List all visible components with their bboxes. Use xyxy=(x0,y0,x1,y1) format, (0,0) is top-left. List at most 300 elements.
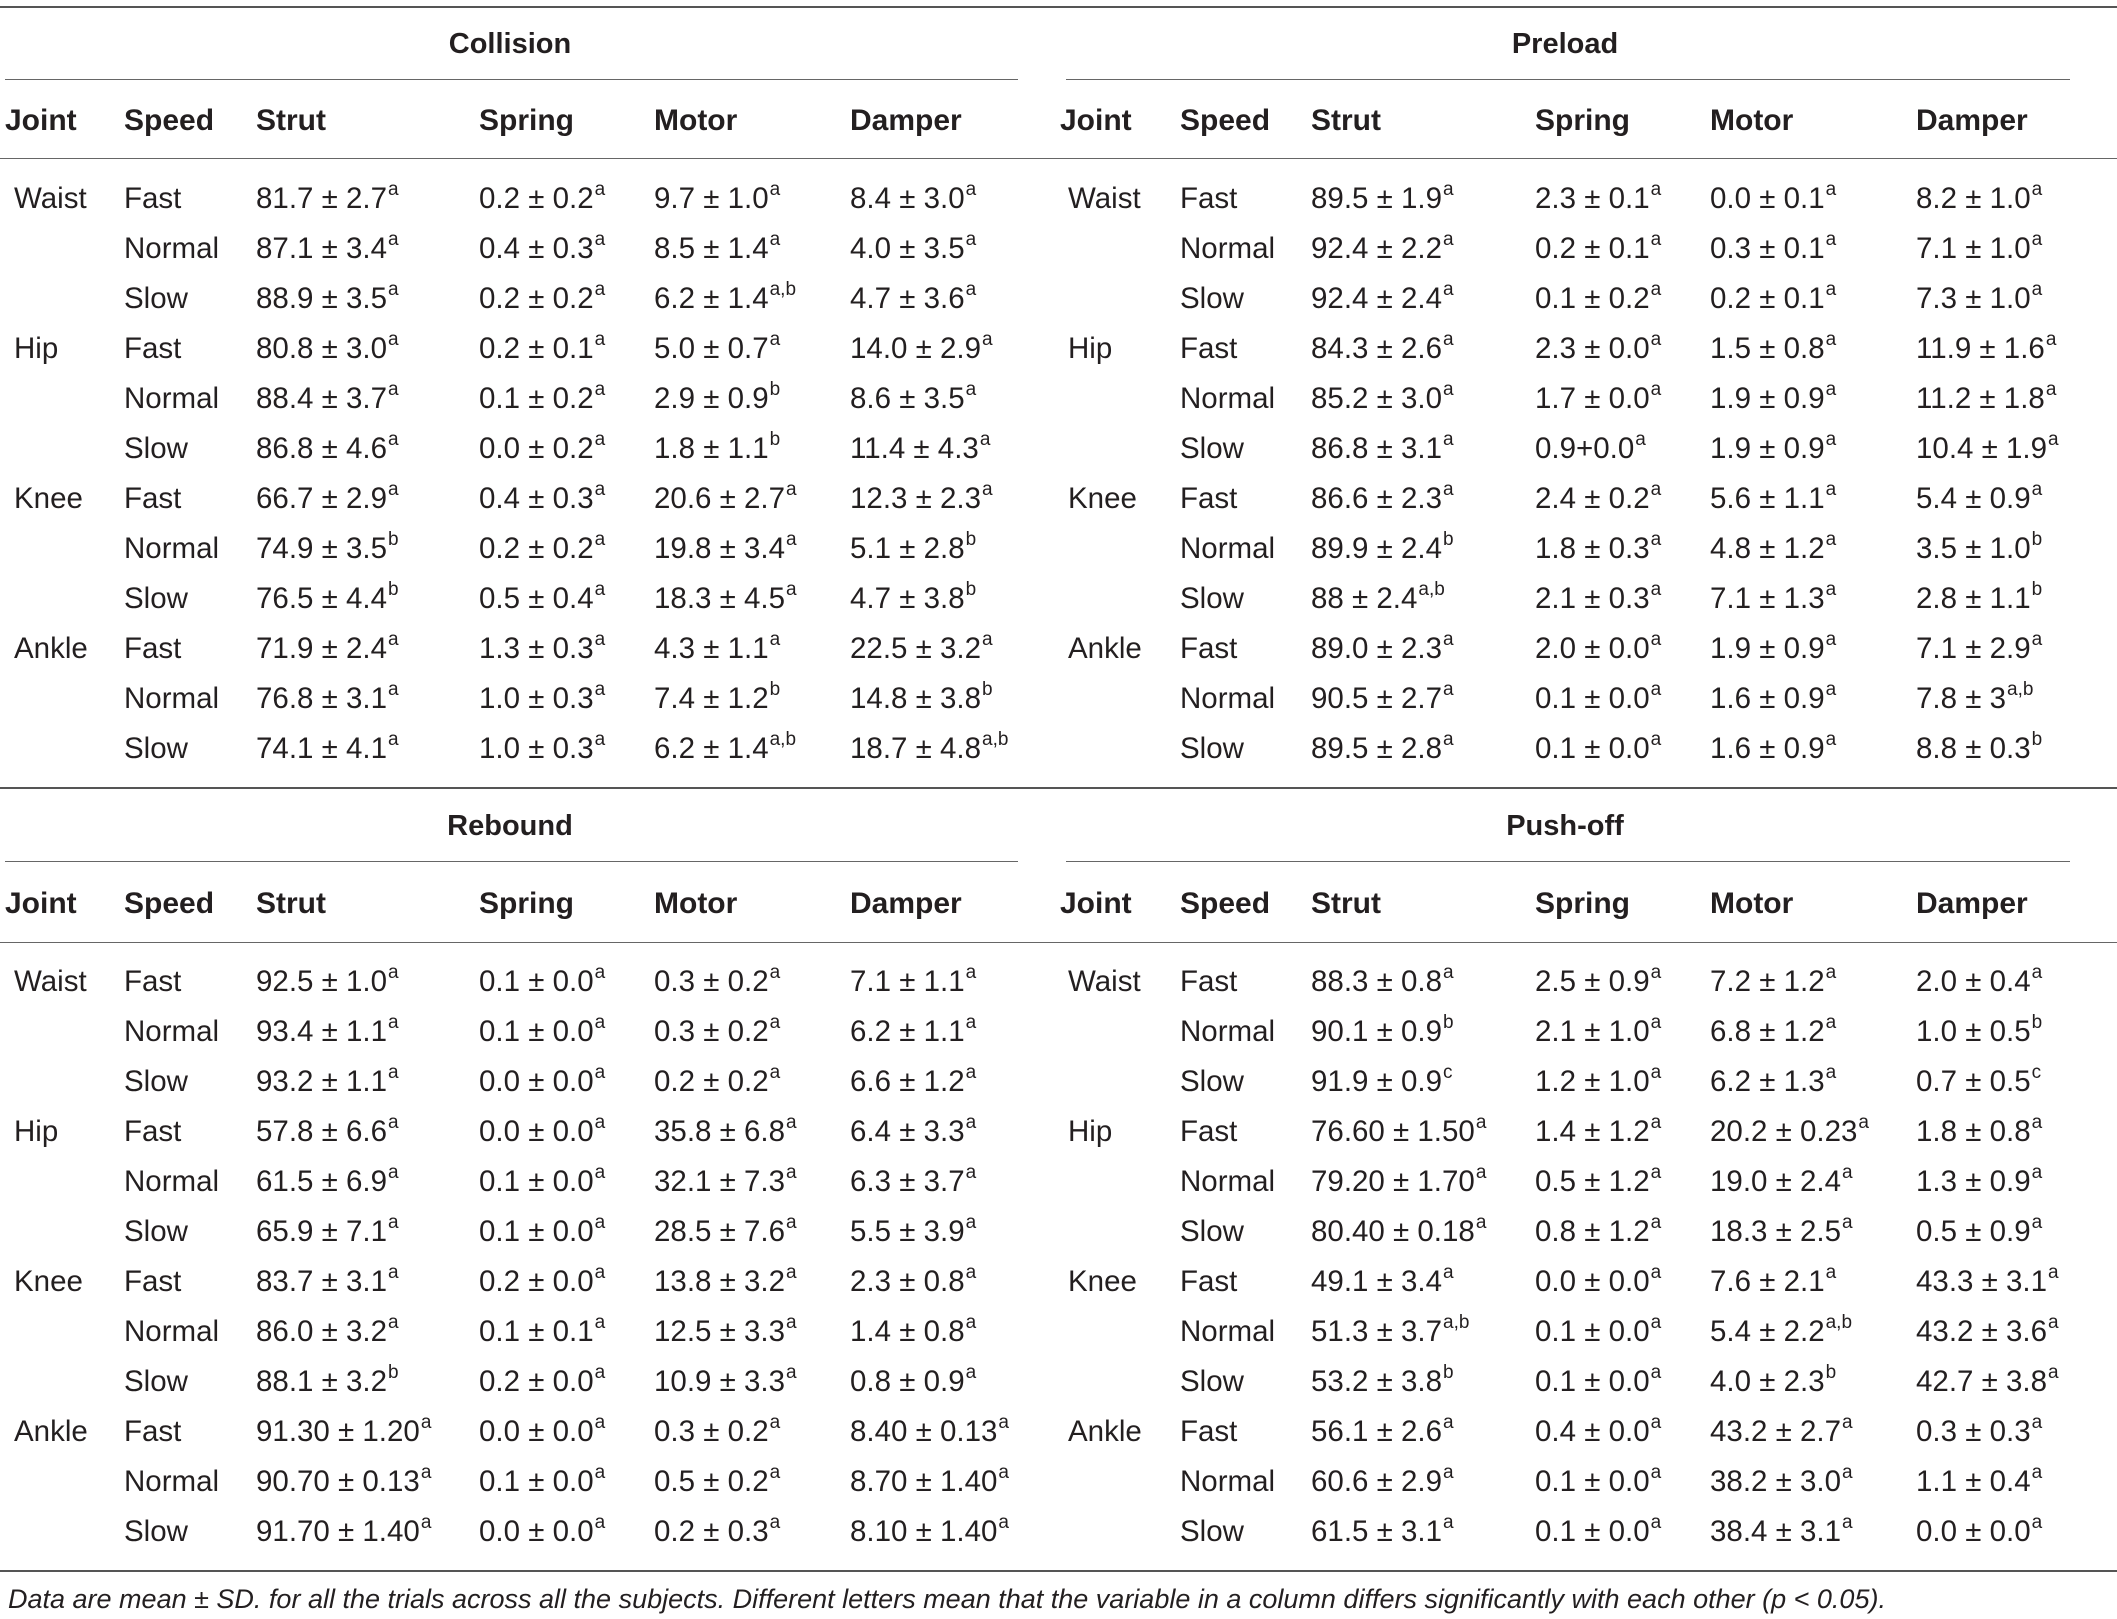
cell-value: 6.3 ± 3.7 xyxy=(850,1165,965,1198)
cell-value: 0.0 ± 0.0 xyxy=(1535,1265,1650,1298)
significance-letter: a xyxy=(594,629,606,651)
cell-value: 18.3 ± 2.5 xyxy=(1710,1215,1842,1248)
collision-cell-strut xyxy=(256,679,399,715)
significance-letter: a xyxy=(388,229,399,251)
cell-value: 0.3 ± 0.2 xyxy=(654,1015,769,1048)
significance-letter: a xyxy=(1650,962,1662,984)
collision-cell-motor xyxy=(654,479,797,515)
collision-cell-speed: Slow xyxy=(124,582,188,615)
cell-value: 1.9 ± 0.9 xyxy=(1710,632,1825,665)
significance-letter: a xyxy=(1825,962,1837,984)
push-off-cell-motor xyxy=(1710,1312,1853,1348)
rebound-cell-motor xyxy=(654,1262,797,1298)
significance-letter: b xyxy=(769,379,781,401)
preload-cell-motor xyxy=(1710,529,1837,565)
significance-letter: b xyxy=(965,579,977,601)
cell-value: 5.4 ± 0.9 xyxy=(1916,482,2031,515)
cell-value: 0.2 ± 0.1 xyxy=(479,332,594,365)
significance-letter: a xyxy=(1650,679,1662,701)
significance-letter: a xyxy=(1650,1162,1662,1184)
collision-cell-strut xyxy=(256,379,399,415)
preload-cell-damper xyxy=(1916,229,2043,265)
push-off-cell-spring xyxy=(1535,1112,1662,1148)
significance-letter: a xyxy=(388,179,399,201)
significance-letter: b xyxy=(2031,1012,2043,1034)
cell-value: 7.1 ± 1.3 xyxy=(1710,582,1825,615)
cell-value: 0.1 ± 0.2 xyxy=(479,382,594,415)
significance-letter: a xyxy=(1825,1012,1837,1034)
cell-value: 19.0 ± 2.4 xyxy=(1710,1165,1842,1198)
preload-cell-strut xyxy=(1311,229,1454,265)
significance-letter: a xyxy=(2031,629,2043,651)
cell-value: 92.4 ± 2.4 xyxy=(1311,282,1443,315)
rebound-cell-spring xyxy=(479,1062,606,1098)
preload-cell-damper xyxy=(1916,279,2043,315)
significance-letter: a xyxy=(965,1262,977,1284)
significance-letter: a xyxy=(594,679,606,701)
collision-cell-damper xyxy=(850,379,977,415)
preload-cell-speed: Fast xyxy=(1180,332,1238,365)
cell-value: 8.4 ± 3.0 xyxy=(850,182,965,215)
significance-letter: a xyxy=(420,1512,432,1534)
rebound-cell-speed: Normal xyxy=(124,1165,220,1198)
collision-cell-joint: Knee xyxy=(14,482,83,515)
push-off-header-speed: Speed xyxy=(1180,887,1271,920)
cell-value: 76.60 ± 1.50 xyxy=(1311,1115,1475,1148)
cell-value: 43.3 ± 3.1 xyxy=(1916,1265,2048,1298)
collision-cell-motor xyxy=(654,729,797,765)
cell-value: 4.7 ± 3.8 xyxy=(850,582,965,615)
cell-value: 74.1 ± 4.1 xyxy=(256,732,388,765)
significance-letter: a xyxy=(1650,1362,1662,1384)
push-off-header-joint: Joint xyxy=(1060,887,1132,920)
collision-cell-strut xyxy=(256,629,399,665)
significance-letter: a xyxy=(965,1062,977,1084)
cell-value: 66.7 ± 2.9 xyxy=(256,482,388,515)
push-off-cell-spring xyxy=(1535,1412,1662,1448)
collision-cell-strut xyxy=(256,529,399,565)
significance-letter: a xyxy=(388,1012,399,1034)
cell-value: 5.5 ± 3.9 xyxy=(850,1215,965,1248)
preload-cell-damper xyxy=(1916,729,2043,765)
push-off-cell-damper xyxy=(1916,1462,2043,1498)
cell-value: 86.8 ± 4.6 xyxy=(256,432,388,465)
significance-letter: a xyxy=(2031,1212,2043,1234)
cell-value: 0.2 ± 0.1 xyxy=(1535,232,1650,265)
significance-letter: b xyxy=(1443,1012,1454,1034)
significance-letter: a xyxy=(1650,1512,1662,1534)
cell-value: 0.3 ± 0.3 xyxy=(1916,1415,2031,1448)
significance-letter: a xyxy=(388,379,399,401)
significance-letter: a xyxy=(965,229,977,251)
significance-letter: a xyxy=(1825,579,1837,601)
significance-letter: a xyxy=(2031,479,2043,501)
preload-cell-strut xyxy=(1311,379,1454,415)
collision-cell-spring xyxy=(479,729,606,765)
significance-letter: a xyxy=(1650,329,1662,351)
cell-value: 91.70 ± 1.40 xyxy=(256,1515,420,1548)
collision-header-damper: Damper xyxy=(850,104,962,137)
preload-title-rule xyxy=(1066,79,2070,80)
collision-cell-motor xyxy=(654,379,781,415)
cell-value: 8.10 ± 1.40 xyxy=(850,1515,998,1548)
preload-cell-damper xyxy=(1916,679,2034,715)
preload-cell-speed: Fast xyxy=(1180,632,1238,665)
significance-letter: a xyxy=(388,1312,399,1334)
preload-cell-strut xyxy=(1311,579,1445,615)
push-off-cell-motor xyxy=(1710,1112,1869,1148)
preload-cell-spring xyxy=(1535,429,1646,465)
cell-value: 11.2 ± 1.8 xyxy=(1916,382,2045,415)
cell-value: 0.1 ± 0.0 xyxy=(1535,1315,1650,1348)
cell-value: 89.5 ± 2.8 xyxy=(1311,732,1443,765)
significance-letter: b xyxy=(982,679,993,701)
push-off-cell-speed: Fast xyxy=(1180,1415,1238,1448)
cell-value: 1.6 ± 0.9 xyxy=(1710,682,1825,715)
collision-cell-strut xyxy=(256,579,399,615)
preload-cell-spring xyxy=(1535,679,1662,715)
significance-letter: a xyxy=(1443,1262,1454,1284)
push-off-cell-damper xyxy=(1916,1312,2059,1348)
cell-value: 80.40 ± 0.18 xyxy=(1311,1215,1475,1248)
collision-cell-spring xyxy=(479,579,606,615)
cell-value: 81.7 ± 2.7 xyxy=(256,182,388,215)
collision-title-rule xyxy=(5,79,1018,80)
collision-cell-spring xyxy=(479,479,606,515)
cell-value: 0.0 ± 0.0 xyxy=(479,1065,594,1098)
rebound-cell-speed: Fast xyxy=(124,1415,182,1448)
significance-letter: a xyxy=(1650,1062,1662,1084)
cell-value: 0.8 ± 1.2 xyxy=(1535,1215,1650,1248)
significance-letter: a xyxy=(1650,1312,1662,1334)
push-off-cell-speed: Slow xyxy=(1180,1065,1244,1098)
preload-cell-strut xyxy=(1311,679,1454,715)
preload-section-title: Preload xyxy=(1511,28,1619,60)
collision-cell-spring xyxy=(479,279,606,315)
collision-cell-speed: Normal xyxy=(124,532,220,565)
cell-value: 8.70 ± 1.40 xyxy=(850,1465,998,1498)
rebound-cell-spring xyxy=(479,1312,606,1348)
significance-letter: b xyxy=(769,429,781,451)
significance-letter: a xyxy=(965,1162,977,1184)
cell-value: 5.4 ± 2.2 xyxy=(1710,1315,1825,1348)
significance-letter: a xyxy=(769,1062,781,1084)
push-off-cell-damper xyxy=(1916,1012,2043,1048)
cell-value: 1.9 ± 0.9 xyxy=(1710,432,1825,465)
push-off-cell-damper xyxy=(1916,1512,2043,1548)
preload-cell-speed: Slow xyxy=(1180,732,1244,765)
rebound-cell-strut xyxy=(256,1262,399,1298)
push-off-cell-damper xyxy=(1916,1362,2059,1398)
significance-letter: b xyxy=(388,579,399,601)
collision-cell-speed: Normal xyxy=(124,382,220,415)
significance-letter: a xyxy=(1842,1512,1853,1534)
rebound-cell-speed: Slow xyxy=(124,1215,188,1248)
cell-value: 13.8 ± 3.2 xyxy=(654,1265,786,1298)
cell-value: 1.4 ± 1.2 xyxy=(1535,1115,1650,1148)
push-off-cell-strut xyxy=(1311,1512,1454,1548)
significance-letter: a xyxy=(1475,1212,1487,1234)
preload-header-speed: Speed xyxy=(1180,104,1271,137)
preload-cell-spring xyxy=(1535,729,1662,765)
cell-value: 0.1 ± 0.0 xyxy=(1535,682,1650,715)
significance-letter: a xyxy=(1650,1462,1662,1484)
rebound-cell-joint: Waist xyxy=(14,965,87,998)
preload-cell-damper xyxy=(1916,629,2043,665)
collision-cell-damper xyxy=(850,279,977,315)
collision-cell-joint: Ankle xyxy=(14,632,88,665)
significance-letter: a xyxy=(594,1162,606,1184)
significance-letter: a xyxy=(1443,229,1454,251)
push-off-cell-speed: Normal xyxy=(1180,1465,1276,1498)
push-off-header-motor: Motor xyxy=(1710,887,1794,920)
cell-value: 28.5 ± 7.6 xyxy=(654,1215,786,1248)
significance-letter: a xyxy=(1650,379,1662,401)
cell-value: 0.0 ± 0.2 xyxy=(479,432,594,465)
cell-value: 0.2 ± 0.0 xyxy=(479,1365,594,1398)
cell-value: 65.9 ± 7.1 xyxy=(256,1215,388,1248)
significance-letter: a xyxy=(1650,1212,1662,1234)
collision-cell-spring xyxy=(479,679,606,715)
cell-value: 0.4 ± 0.3 xyxy=(479,232,594,265)
collision-cell-joint: Hip xyxy=(14,332,59,365)
cell-value: 86.0 ± 3.2 xyxy=(256,1315,388,1348)
cell-value: 86.8 ± 3.1 xyxy=(1311,432,1443,465)
preload-cell-spring xyxy=(1535,229,1662,265)
cell-value: 1.8 ± 0.3 xyxy=(1535,532,1650,565)
cell-value: 76.5 ± 4.4 xyxy=(256,582,388,615)
cell-value: 1.2 ± 1.0 xyxy=(1535,1065,1650,1098)
cell-value: 1.0 ± 0.3 xyxy=(479,682,594,715)
significance-letter: a xyxy=(1825,1062,1837,1084)
push-off-section-title: Push-off xyxy=(1506,810,1624,842)
cell-value: 88.3 ± 0.8 xyxy=(1311,965,1443,998)
significance-letter: a xyxy=(1842,1212,1853,1234)
significance-letter: a xyxy=(769,962,781,984)
push-off-cell-motor xyxy=(1710,1362,1837,1398)
significance-letter: a xyxy=(769,229,781,251)
rebound-cell-damper xyxy=(850,1112,977,1148)
cell-value: 4.7 ± 3.6 xyxy=(850,282,965,315)
rebound-cell-spring xyxy=(479,1112,606,1148)
significance-letter: a xyxy=(786,1112,797,1134)
significance-letter: a xyxy=(388,729,399,751)
significance-letter: a xyxy=(2031,1162,2043,1184)
significance-letter: a,b xyxy=(2007,679,2034,701)
significance-letter: a xyxy=(594,479,606,501)
rebound-cell-damper xyxy=(850,1012,977,1048)
cell-value: 74.9 ± 3.5 xyxy=(256,532,388,565)
collision-cell-motor xyxy=(654,179,781,215)
significance-letter: a xyxy=(1443,329,1454,351)
significance-letter: a xyxy=(998,1412,1009,1434)
cell-value: 0.5 ± 0.9 xyxy=(1916,1215,2031,1248)
preload-header-strut: Strut xyxy=(1311,104,1381,137)
significance-letter: a xyxy=(388,629,399,651)
cell-value: 71.9 ± 2.4 xyxy=(256,632,388,665)
collision-cell-speed: Fast xyxy=(124,332,182,365)
top-header-rule xyxy=(0,158,2117,159)
rebound-cell-spring xyxy=(479,1412,606,1448)
significance-letter: a,b xyxy=(1443,1312,1470,1334)
cell-value: 0.0 ± 0.0 xyxy=(479,1115,594,1148)
cell-value: 1.9 ± 0.9 xyxy=(1710,382,1825,415)
collision-cell-speed: Fast xyxy=(124,482,182,515)
push-off-cell-speed: Slow xyxy=(1180,1365,1244,1398)
collision-cell-damper xyxy=(850,679,993,715)
significance-letter: a xyxy=(786,1262,797,1284)
preload-cell-strut xyxy=(1311,329,1454,365)
push-off-cell-joint: Ankle xyxy=(1068,1415,1142,1448)
cell-value: 0.9+0.0 xyxy=(1535,432,1635,465)
significance-letter: b xyxy=(388,1362,399,1384)
cell-value: 2.3 ± 0.1 xyxy=(1535,182,1650,215)
push-off-cell-damper xyxy=(1916,1212,2043,1248)
preload-cell-spring xyxy=(1535,529,1662,565)
significance-letter: a xyxy=(998,1512,1009,1534)
rebound-cell-speed: Normal xyxy=(124,1465,220,1498)
preload-cell-spring xyxy=(1535,579,1662,615)
cell-value: 87.1 ± 3.4 xyxy=(256,232,388,265)
push-off-cell-damper xyxy=(1916,1062,2042,1098)
significance-letter: a xyxy=(2031,962,2043,984)
rebound-cell-damper xyxy=(850,1212,977,1248)
cell-value: 93.4 ± 1.1 xyxy=(256,1015,388,1048)
significance-letter: a xyxy=(1443,429,1454,451)
cell-value: 1.4 ± 0.8 xyxy=(850,1315,965,1348)
significance-letter: a xyxy=(965,379,977,401)
push-off-cell-speed: Fast xyxy=(1180,965,1238,998)
rebound-cell-damper xyxy=(850,962,977,998)
push-off-cell-damper xyxy=(1916,1262,2059,1298)
significance-letter: a xyxy=(420,1462,432,1484)
collision-cell-strut xyxy=(256,479,399,515)
cell-value: 90.5 ± 2.7 xyxy=(1311,682,1443,715)
cell-value: 7.4 ± 1.2 xyxy=(654,682,769,715)
significance-letter: a xyxy=(1825,679,1837,701)
cell-value: 38.4 ± 3.1 xyxy=(1710,1515,1842,1548)
significance-letter: a xyxy=(1475,1112,1487,1134)
cell-value: 90.1 ± 0.9 xyxy=(1311,1015,1443,1048)
collision-cell-motor xyxy=(654,229,781,265)
significance-letter: a xyxy=(1650,729,1662,751)
collision-cell-strut xyxy=(256,229,399,265)
collision-cell-strut xyxy=(256,429,399,465)
preload-cell-spring xyxy=(1535,279,1662,315)
push-off-cell-spring xyxy=(1535,1312,1662,1348)
cell-value: 80.8 ± 3.0 xyxy=(256,332,388,365)
significance-letter: b xyxy=(1443,1362,1454,1384)
rebound-cell-spring xyxy=(479,1462,606,1498)
rebound-cell-strut xyxy=(256,1362,399,1398)
cell-value: 1.0 ± 0.5 xyxy=(1916,1015,2031,1048)
cell-value: 9.7 ± 1.0 xyxy=(654,182,769,215)
cell-value: 89.0 ± 2.3 xyxy=(1311,632,1443,665)
top-rule xyxy=(0,6,2117,8)
push-off-cell-strut xyxy=(1311,1412,1454,1448)
significance-letter: a xyxy=(965,1112,977,1134)
cell-value: 0.1 ± 0.0 xyxy=(1535,732,1650,765)
significance-letter: a xyxy=(388,679,399,701)
collision-cell-motor xyxy=(654,679,781,715)
cell-value: 3.5 ± 1.0 xyxy=(1916,532,2031,565)
collision-cell-joint: Waist xyxy=(14,182,87,215)
cell-value: 4.0 ± 3.5 xyxy=(850,232,965,265)
collision-header-speed: Speed xyxy=(124,104,215,137)
rebound-cell-damper xyxy=(850,1162,977,1198)
significance-letter: a xyxy=(594,1462,606,1484)
significance-letter: a xyxy=(2048,429,2059,451)
collision-cell-damper xyxy=(850,329,993,365)
cell-value: 35.8 ± 6.8 xyxy=(654,1115,786,1148)
rebound-cell-motor xyxy=(654,1212,797,1248)
cell-value: 56.1 ± 2.6 xyxy=(1311,1415,1443,1448)
preload-cell-damper xyxy=(1916,579,2043,615)
significance-letter: a xyxy=(1842,1462,1853,1484)
significance-letter: a xyxy=(769,329,781,351)
collision-cell-spring xyxy=(479,429,606,465)
cell-value: 88.4 ± 3.7 xyxy=(256,382,388,415)
cell-value: 18.7 ± 4.8 xyxy=(850,732,982,765)
rebound-cell-strut xyxy=(256,1012,399,1048)
cell-value: 4.0 ± 2.3 xyxy=(1710,1365,1825,1398)
push-off-cell-speed: Fast xyxy=(1180,1265,1238,1298)
cell-value: 0.1 ± 0.0 xyxy=(1535,1515,1650,1548)
significance-letter: a xyxy=(388,962,399,984)
cell-value: 7.1 ± 2.9 xyxy=(1916,632,2031,665)
cell-value: 6.2 ± 1.4 xyxy=(654,732,769,765)
significance-letter: a xyxy=(965,1212,977,1234)
cell-value: 6.6 ± 1.2 xyxy=(850,1065,965,1098)
cell-value: 1.8 ± 0.8 xyxy=(1916,1115,2031,1148)
cell-value: 6.8 ± 1.2 xyxy=(1710,1015,1825,1048)
significance-letter: a xyxy=(1650,179,1662,201)
significance-letter: a,b xyxy=(1825,1312,1853,1334)
collision-cell-damper xyxy=(850,579,977,615)
collision-cell-motor xyxy=(654,279,797,315)
rebound-cell-motor xyxy=(654,1412,781,1448)
push-off-cell-motor xyxy=(1710,962,1837,998)
significance-letter: a xyxy=(1650,579,1662,601)
significance-letter: a xyxy=(965,279,977,301)
cell-value: 0.1 ± 0.0 xyxy=(479,1015,594,1048)
cell-value: 83.7 ± 3.1 xyxy=(256,1265,388,1298)
preload-header-joint: Joint xyxy=(1060,104,1132,137)
preload-cell-motor xyxy=(1710,729,1837,765)
significance-letter: a xyxy=(786,529,797,551)
rebound-cell-motor xyxy=(654,1312,797,1348)
significance-letter: a xyxy=(1825,729,1837,751)
push-off-cell-speed: Slow xyxy=(1180,1515,1244,1548)
significance-letter: a xyxy=(388,1162,399,1184)
significance-letter: a xyxy=(965,1012,977,1034)
bottom-rule xyxy=(0,1570,2117,1572)
significance-letter: a xyxy=(1825,379,1837,401)
significance-letter: a xyxy=(420,1412,432,1434)
rebound-cell-damper xyxy=(850,1312,977,1348)
collision-cell-speed: Normal xyxy=(124,682,220,715)
rebound-cell-damper xyxy=(850,1512,1009,1548)
significance-letter: a xyxy=(1650,629,1662,651)
significance-letter: a xyxy=(388,1112,399,1134)
significance-letter: a xyxy=(1443,729,1454,751)
significance-letter: a xyxy=(769,1012,781,1034)
cell-value: 10.9 ± 3.3 xyxy=(654,1365,786,1398)
rebound-cell-damper xyxy=(850,1062,977,1098)
significance-letter: a xyxy=(769,179,781,201)
cell-value: 7.1 ± 1.1 xyxy=(850,965,965,998)
cell-value: 91.30 ± 1.20 xyxy=(256,1415,420,1448)
